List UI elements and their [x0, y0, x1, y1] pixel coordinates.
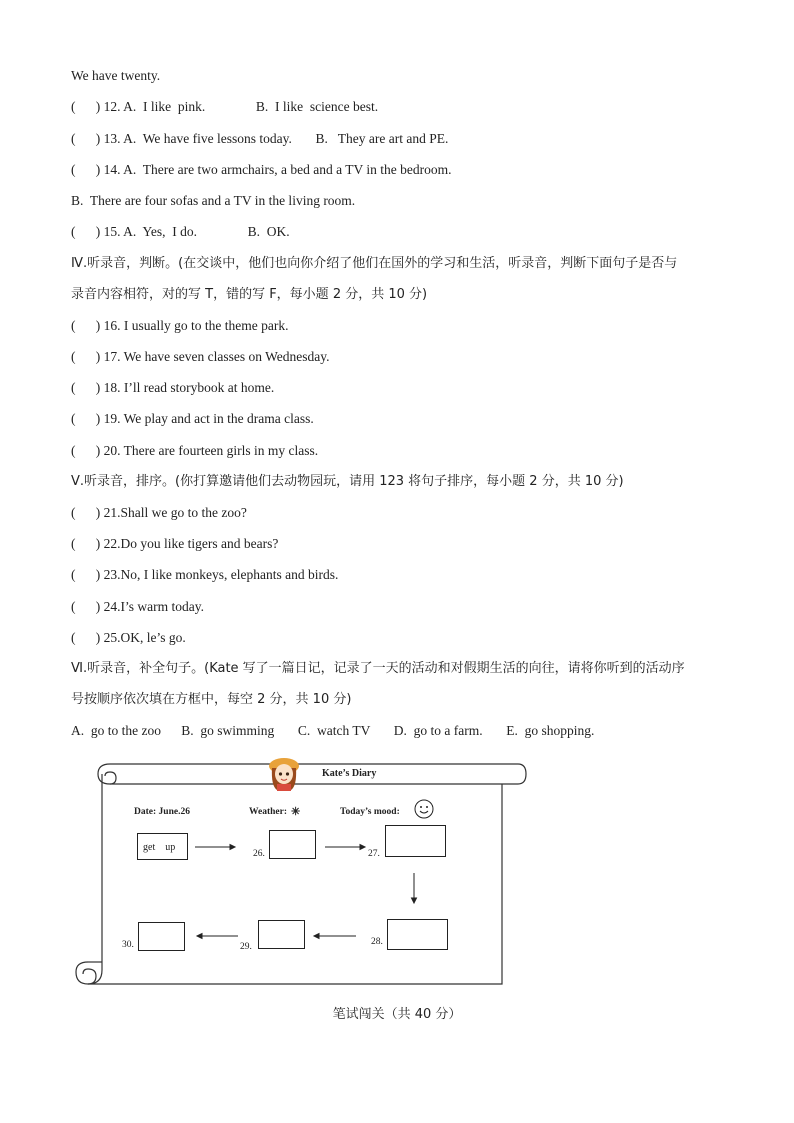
question-14-option-b: B. There are four sofas and a TV in the living room. — [71, 193, 356, 208]
kates-diary-figure — [72, 756, 532, 988]
scroll-frame — [72, 756, 532, 988]
blank-number-28: 28. — [371, 937, 383, 947]
blank-number-30: 30. — [122, 940, 134, 950]
diary-title: Kate’s Diary — [322, 768, 377, 779]
diary-mood-label: Today’s mood: — [340, 807, 400, 817]
question-18: ( ) 18. I’ll read storybook at home. — [71, 380, 275, 395]
answer-box-27[interactable] — [385, 825, 446, 857]
question-21: ( ) 21.Shall we go to the zoo? — [71, 505, 247, 520]
question-19: ( ) 19. We play and act in the drama class. — [71, 411, 314, 426]
question-16: ( ) 16. I usually go to the theme park. — [71, 318, 289, 333]
question-25: ( ) 25.OK, le’s go. — [71, 630, 186, 645]
smiley-face-icon — [414, 799, 434, 819]
question-14: ( ) 14. A. There are two armchairs, a bed and a TV in the bedroom. — [71, 162, 452, 177]
activity-options: A. go to the zoo B. go swimming C. watch TV D. go to a farm. E. go shopping. — [71, 723, 595, 738]
question-24: ( ) 24.I’s warm today. — [71, 599, 204, 614]
answer-box-29[interactable] — [258, 920, 305, 949]
section-6-heading: Ⅵ.听录音，补全句子。(Kate 写了一篇日记，记录了一天的活动和对假期生活的向往，请将你听到的活动序 — [71, 661, 685, 676]
section-5-heading: Ⅴ.听录音，排序。(你打算邀请他们去动物园玩，请用 123 将句子排序，每小题 2 分，共 10 分) — [71, 474, 624, 489]
blank-number-26: 26. — [253, 849, 265, 859]
text-line: We have twenty. — [71, 68, 161, 83]
question-13: ( ) 13. A. We have five lessons today. B. They are art and PE. — [71, 131, 449, 146]
answer-box-28[interactable] — [387, 919, 448, 950]
written-test-heading: 笔试闯关（共 40 分） — [332, 1007, 462, 1022]
section-6-heading-cont: 号按顺序依次填在方框中，每空 2 分，共 10 分) — [71, 692, 352, 707]
diary-first-activity: get up — [143, 842, 176, 853]
snowflake-icon: ✳ — [291, 806, 301, 818]
blank-number-29: 29. — [240, 942, 252, 952]
diary-date: Date: June.26 — [134, 807, 190, 817]
question-15: ( ) 15. A. Yes, I do. B. OK. — [71, 224, 290, 239]
girl-avatar-icon — [267, 756, 301, 792]
diary-weather-label: Weather: — [249, 807, 287, 817]
section-4-heading-cont: 录音内容相符，对的写 T，错的写 F，每小题 2 分，共 10 分) — [71, 287, 428, 302]
question-20: ( ) 20. There are fourteen girls in my class. — [71, 443, 319, 458]
question-17: ( ) 17. We have seven classes on Wednesday. — [71, 349, 330, 364]
blank-number-27: 27. — [368, 849, 380, 859]
answer-box-30[interactable] — [138, 922, 185, 951]
answer-box-26[interactable] — [269, 830, 316, 859]
question-23: ( ) 23.No, I like monkeys, elephants and birds. — [71, 567, 339, 582]
question-22: ( ) 22.Do you like tigers and bears? — [71, 536, 279, 551]
section-4-heading: Ⅳ.听录音，判断。(在交谈中，他们也向你介绍了他们在国外的学习和生活，听录音，判断下面句子是否与 — [71, 256, 678, 271]
question-12: ( ) 12. A. I like pink. B. I like science best. — [71, 99, 379, 114]
